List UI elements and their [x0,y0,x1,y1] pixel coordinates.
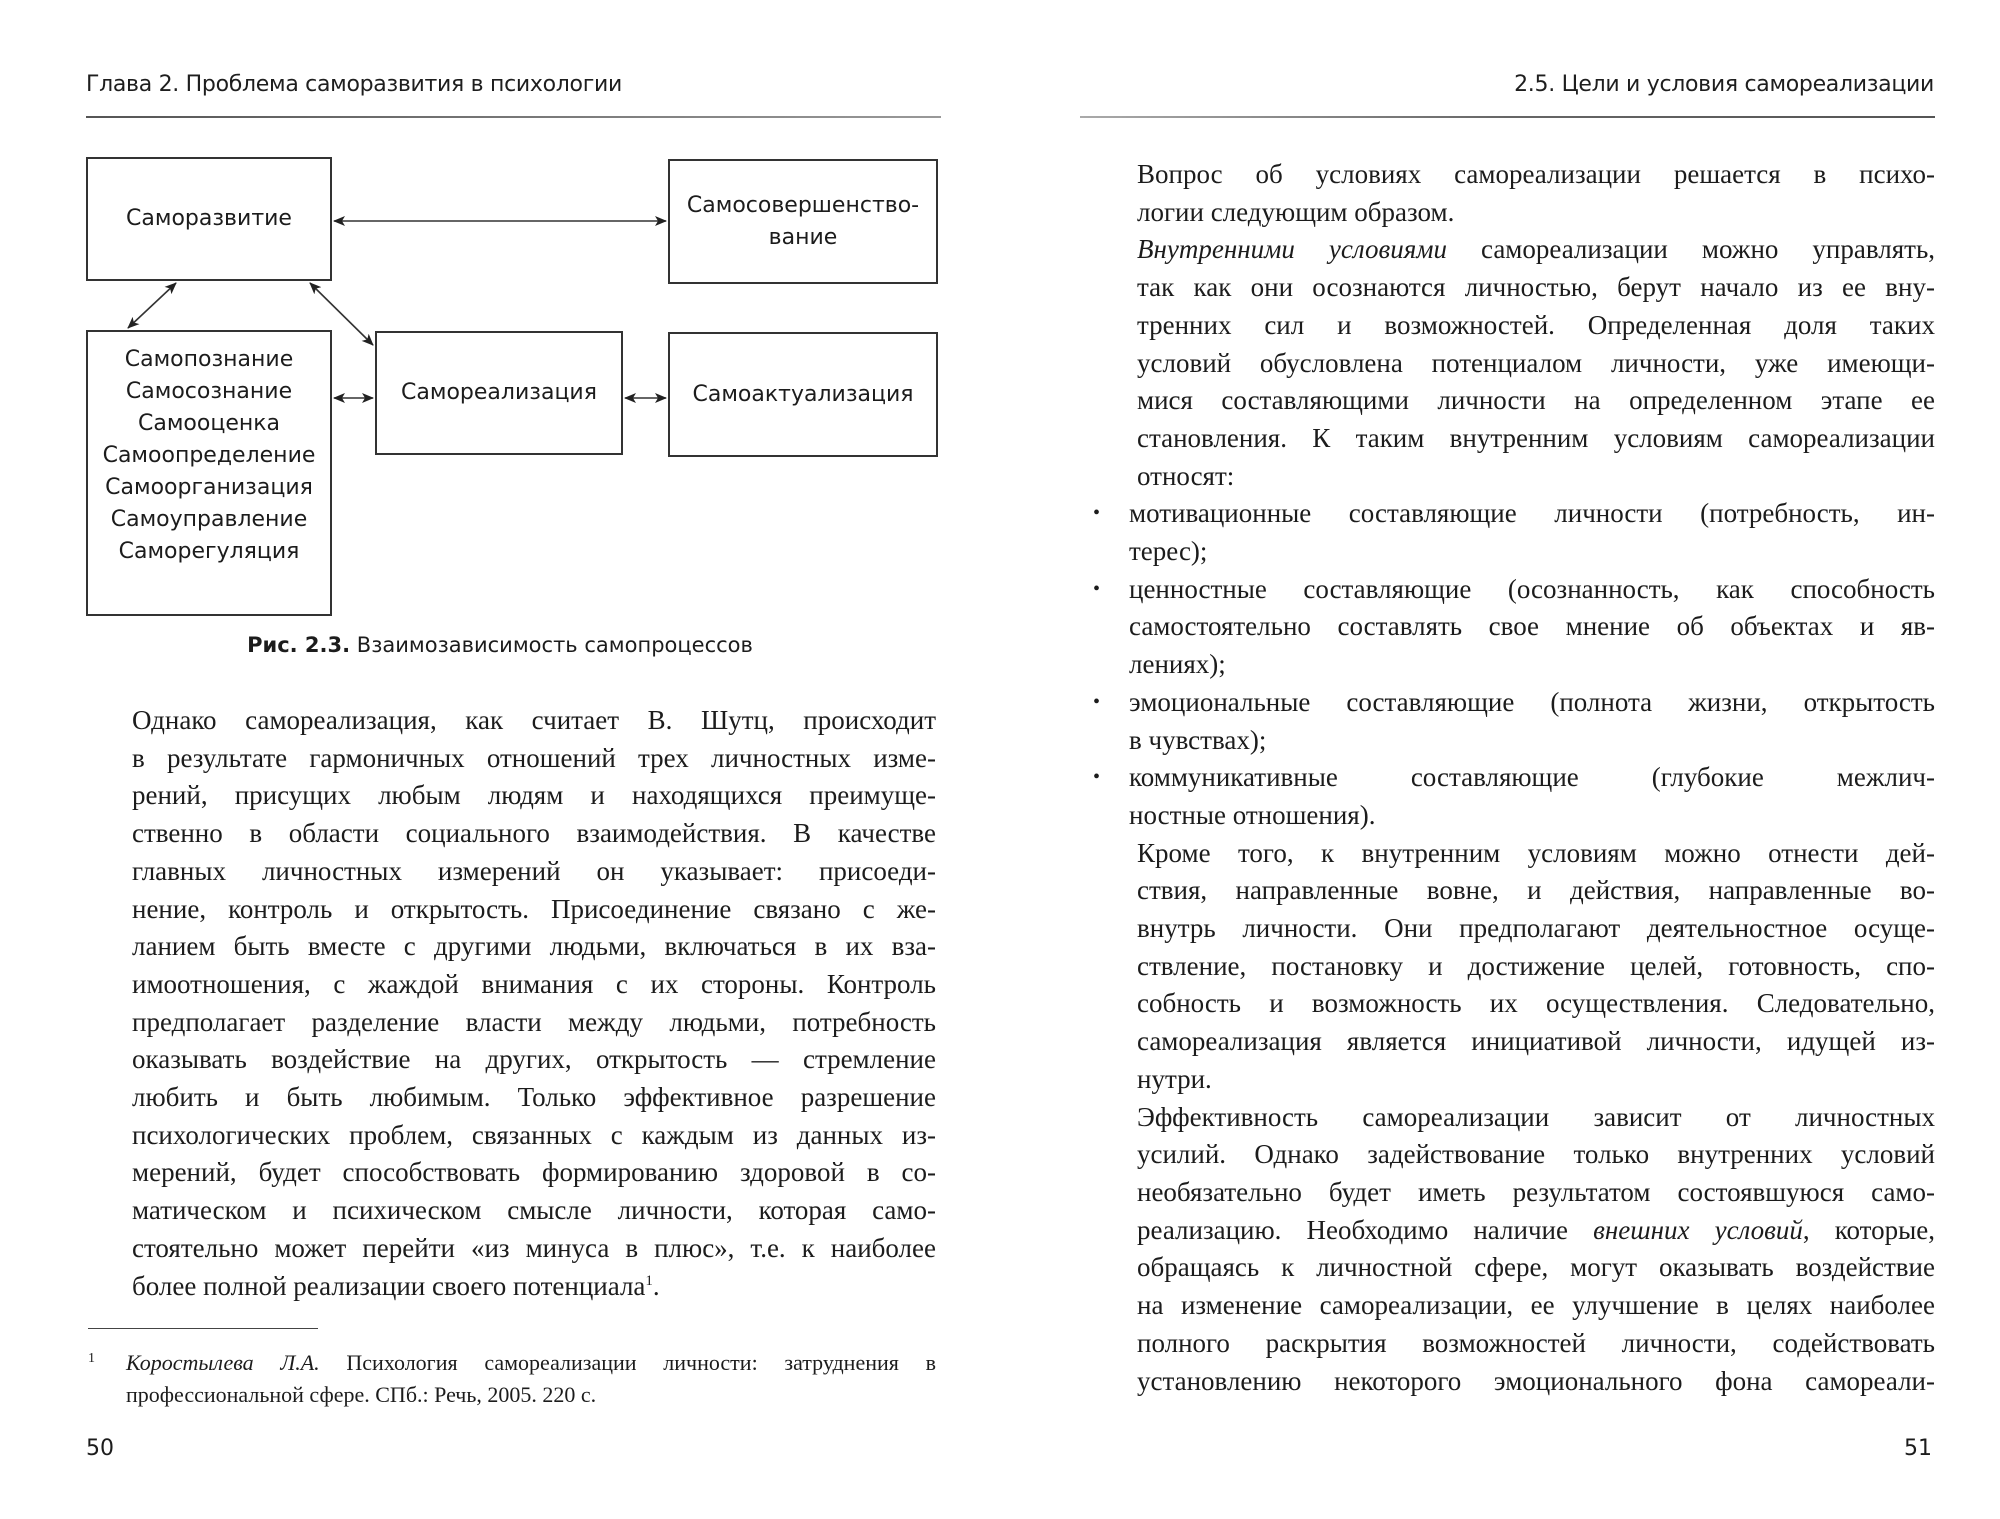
page-number-right: 51 [1904,1436,1932,1461]
text-line [88,1268,936,1306]
text-line: собность и возможность их осуществления. Следовательно, [1137,988,1935,1019]
text-line-content: реализацию. Необходимо наличие [1137,1214,1594,1245]
text-line: относят: [1137,460,1235,491]
list-item [1093,759,1935,834]
text-line: имоотношения, с жаждой внимания с их стороны. Контроль [132,968,936,999]
text-line [1093,231,1935,269]
list-item: Самооценка [137,411,281,436]
text-line: мерений, будет способствовать формированию здоровой в со- [132,1157,936,1188]
text-line: самореализация является инициативой личности, идущей из- [1137,1026,1935,1057]
text-line: стоятельно может перейти «из минуса в плюс», т.е. к наиболее [132,1232,936,1263]
text-line: Вопрос об условиях самореализации решается в психо- [1137,159,1935,189]
text-line: ствление, постановку и достижение целей, готовность, спо- [1137,950,1935,981]
text-line: предполагает разделение власти между людьми, потребность [132,1006,936,1037]
page-number-left: 50 [86,1436,114,1461]
text-line: коммуникативные составляющие (глубокие межлич- [1129,762,1935,793]
text-line: матическом и психическом смысле личности, которая само- [132,1195,936,1226]
text-line [1093,1212,1935,1250]
text-line: мися составляющими личности на определенном этапе ее [1137,385,1935,416]
paragraph [1093,835,1935,1099]
text-line: мотивационные составляющие личности (потребность, ин- [1129,498,1935,529]
box-label-line: Самосовершенство- [686,192,920,218]
text-line: Однако самореализация, как считает В. Шутц, происходит [132,705,936,735]
text-line-content: , которые, [1802,1214,1935,1245]
header-rule-right [1080,116,1935,118]
text-line: тренних сил и возможностей. Определенная доля таких [1137,309,1935,340]
list-item [1093,684,1935,759]
text-line: ценностные составляющие (осознанность, как способность [1129,573,1935,604]
box-self-processes-list [86,330,332,616]
italic-term: внешних условий [1593,1214,1803,1245]
list-item: Самоуправление [110,507,308,532]
text-line: ностные отношения). [1129,799,1376,830]
text-line: оказывать воздействие на других, открытость — стремление [132,1044,936,1075]
text-line: самостоятельно составлять свое мнение об объектах и яв- [1129,611,1935,642]
bullet-icon: • [1093,690,1101,713]
footnote [88,1347,936,1411]
text-line: необязательно будет иметь результатом состоявшуюся само- [1137,1176,1935,1207]
text-line: нение, контроль и открытость. Присоединение связано с же- [132,893,936,924]
paragraph [1093,1099,1935,1401]
text-line: главных личностных измерений он указывает: присоеди- [132,855,936,886]
box-label: Саморазвитие [126,206,292,231]
footnote-body [126,1347,936,1411]
paragraph [88,702,936,1305]
text-line: так как они осознаются личностью, берут начало из ее вну- [1137,272,1935,303]
figure-diagram [0,0,1000,640]
italic-term: Внутренними условиями [1137,234,1447,265]
list-item [1093,571,1935,684]
text-line: нутри. [1137,1063,1212,1094]
text-punctuation: . [652,1270,660,1301]
list-item: Самоопределение [102,443,316,468]
text-line: внутрь личности. Они предполагают деятельностное осуще- [1137,913,1935,944]
footnote-number: 1 [88,1351,95,1366]
text-line: рений, присущих любым людям и находящихся преимуще- [132,780,936,811]
box-self-development [86,157,332,281]
paragraph [1093,156,1935,231]
text-line: в результате гармоничных отношений трех личностных изме- [132,742,936,773]
text-line: ственно в области социального взаимодействия. В качестве [132,818,936,849]
figure-caption [0,633,1000,657]
text-line: установлению некоторого эмоционального фона самореали- [1137,1365,1935,1396]
text-line: усилий. Однако задействование только внутренних условий [1137,1139,1935,1170]
right-body-text [1093,156,1935,1400]
box-label: Самореализация [401,380,597,405]
text-line-content: самореализации можно управлять, [1446,234,1936,265]
bullet-icon: • [1093,502,1101,525]
box-self-actualization [668,332,938,457]
text-line: лениях); [1129,649,1226,680]
footnote-text: Психология самореализации личности: затруднения в профессиональной сфере. СПб.: Речь, 2005. 220 с. [126,1350,936,1407]
footnote-rule [88,1328,318,1329]
running-head-right: 2.5. Цели и условия самореализации [1514,72,1934,97]
text-line: условий обусловлена потенциалом личности, уже имеющи- [1137,347,1935,378]
bullet-icon: • [1093,766,1101,789]
paragraph [1093,231,1935,495]
running-head-left: Глава 2. Проблема саморазвития в психологии [86,72,622,97]
figure-caption-text: Взаимозависимость самопроцессов [350,633,753,657]
text-line: эмоциональные составляющие (полнота жизни, открытость [1129,686,1935,717]
list-item: Саморегуляция [118,539,300,564]
text-line-content: более полной реализации своего потенциала [132,1270,646,1301]
list-item: Самоорганизация [105,475,313,500]
text-line: Кроме того, к внутренним условиям можно отнести дей- [1137,837,1935,868]
right-page [1000,0,2000,1519]
text-line: терес); [1129,536,1208,567]
list-item [1093,495,1935,570]
box-label-line: вание [768,224,838,250]
text-line: в чувствах); [1129,724,1267,755]
left-body-text [88,702,936,1305]
box-label: Самоактуализация [692,381,914,407]
box-self-improvement [668,159,938,284]
text-line: полного раскрытия возможностей личности, содействовать [1137,1327,1935,1358]
text-line: обращаясь к личностной сфере, могут оказывать воздействие [1137,1252,1935,1283]
list-item: Самосознание [125,379,293,404]
conditions-list [1093,495,1935,834]
text-line: Эффективность самореализации зависит от личностных [1137,1101,1935,1132]
text-line: психологических проблем, связанных с каждым из данных из- [132,1119,936,1150]
list-item: Самопознание [124,347,294,372]
text-line: на изменение самореализации, ее улучшение в целях наиболее [1137,1290,1935,1321]
footnote-reference[interactable]: 1 [645,1272,653,1289]
text-line: ствия, направленные вовне, и действия, направленные во- [1137,875,1935,906]
text-line: ланием быть вместе с другими людьми, включаться в их вза- [132,931,936,962]
bullet-icon: • [1093,577,1101,600]
figure-caption-label: Рис. 2.3. [247,633,351,657]
text-line: любить и быть любимым. Только эффективное разрешение [132,1082,936,1113]
box-self-realization [375,331,623,455]
footnote-author: Коростылева Л.А. [126,1350,320,1375]
text-line: логии следующим образом. [1137,196,1455,227]
text-line: становления. К таким внутренним условиям самореализации [1137,422,1935,453]
